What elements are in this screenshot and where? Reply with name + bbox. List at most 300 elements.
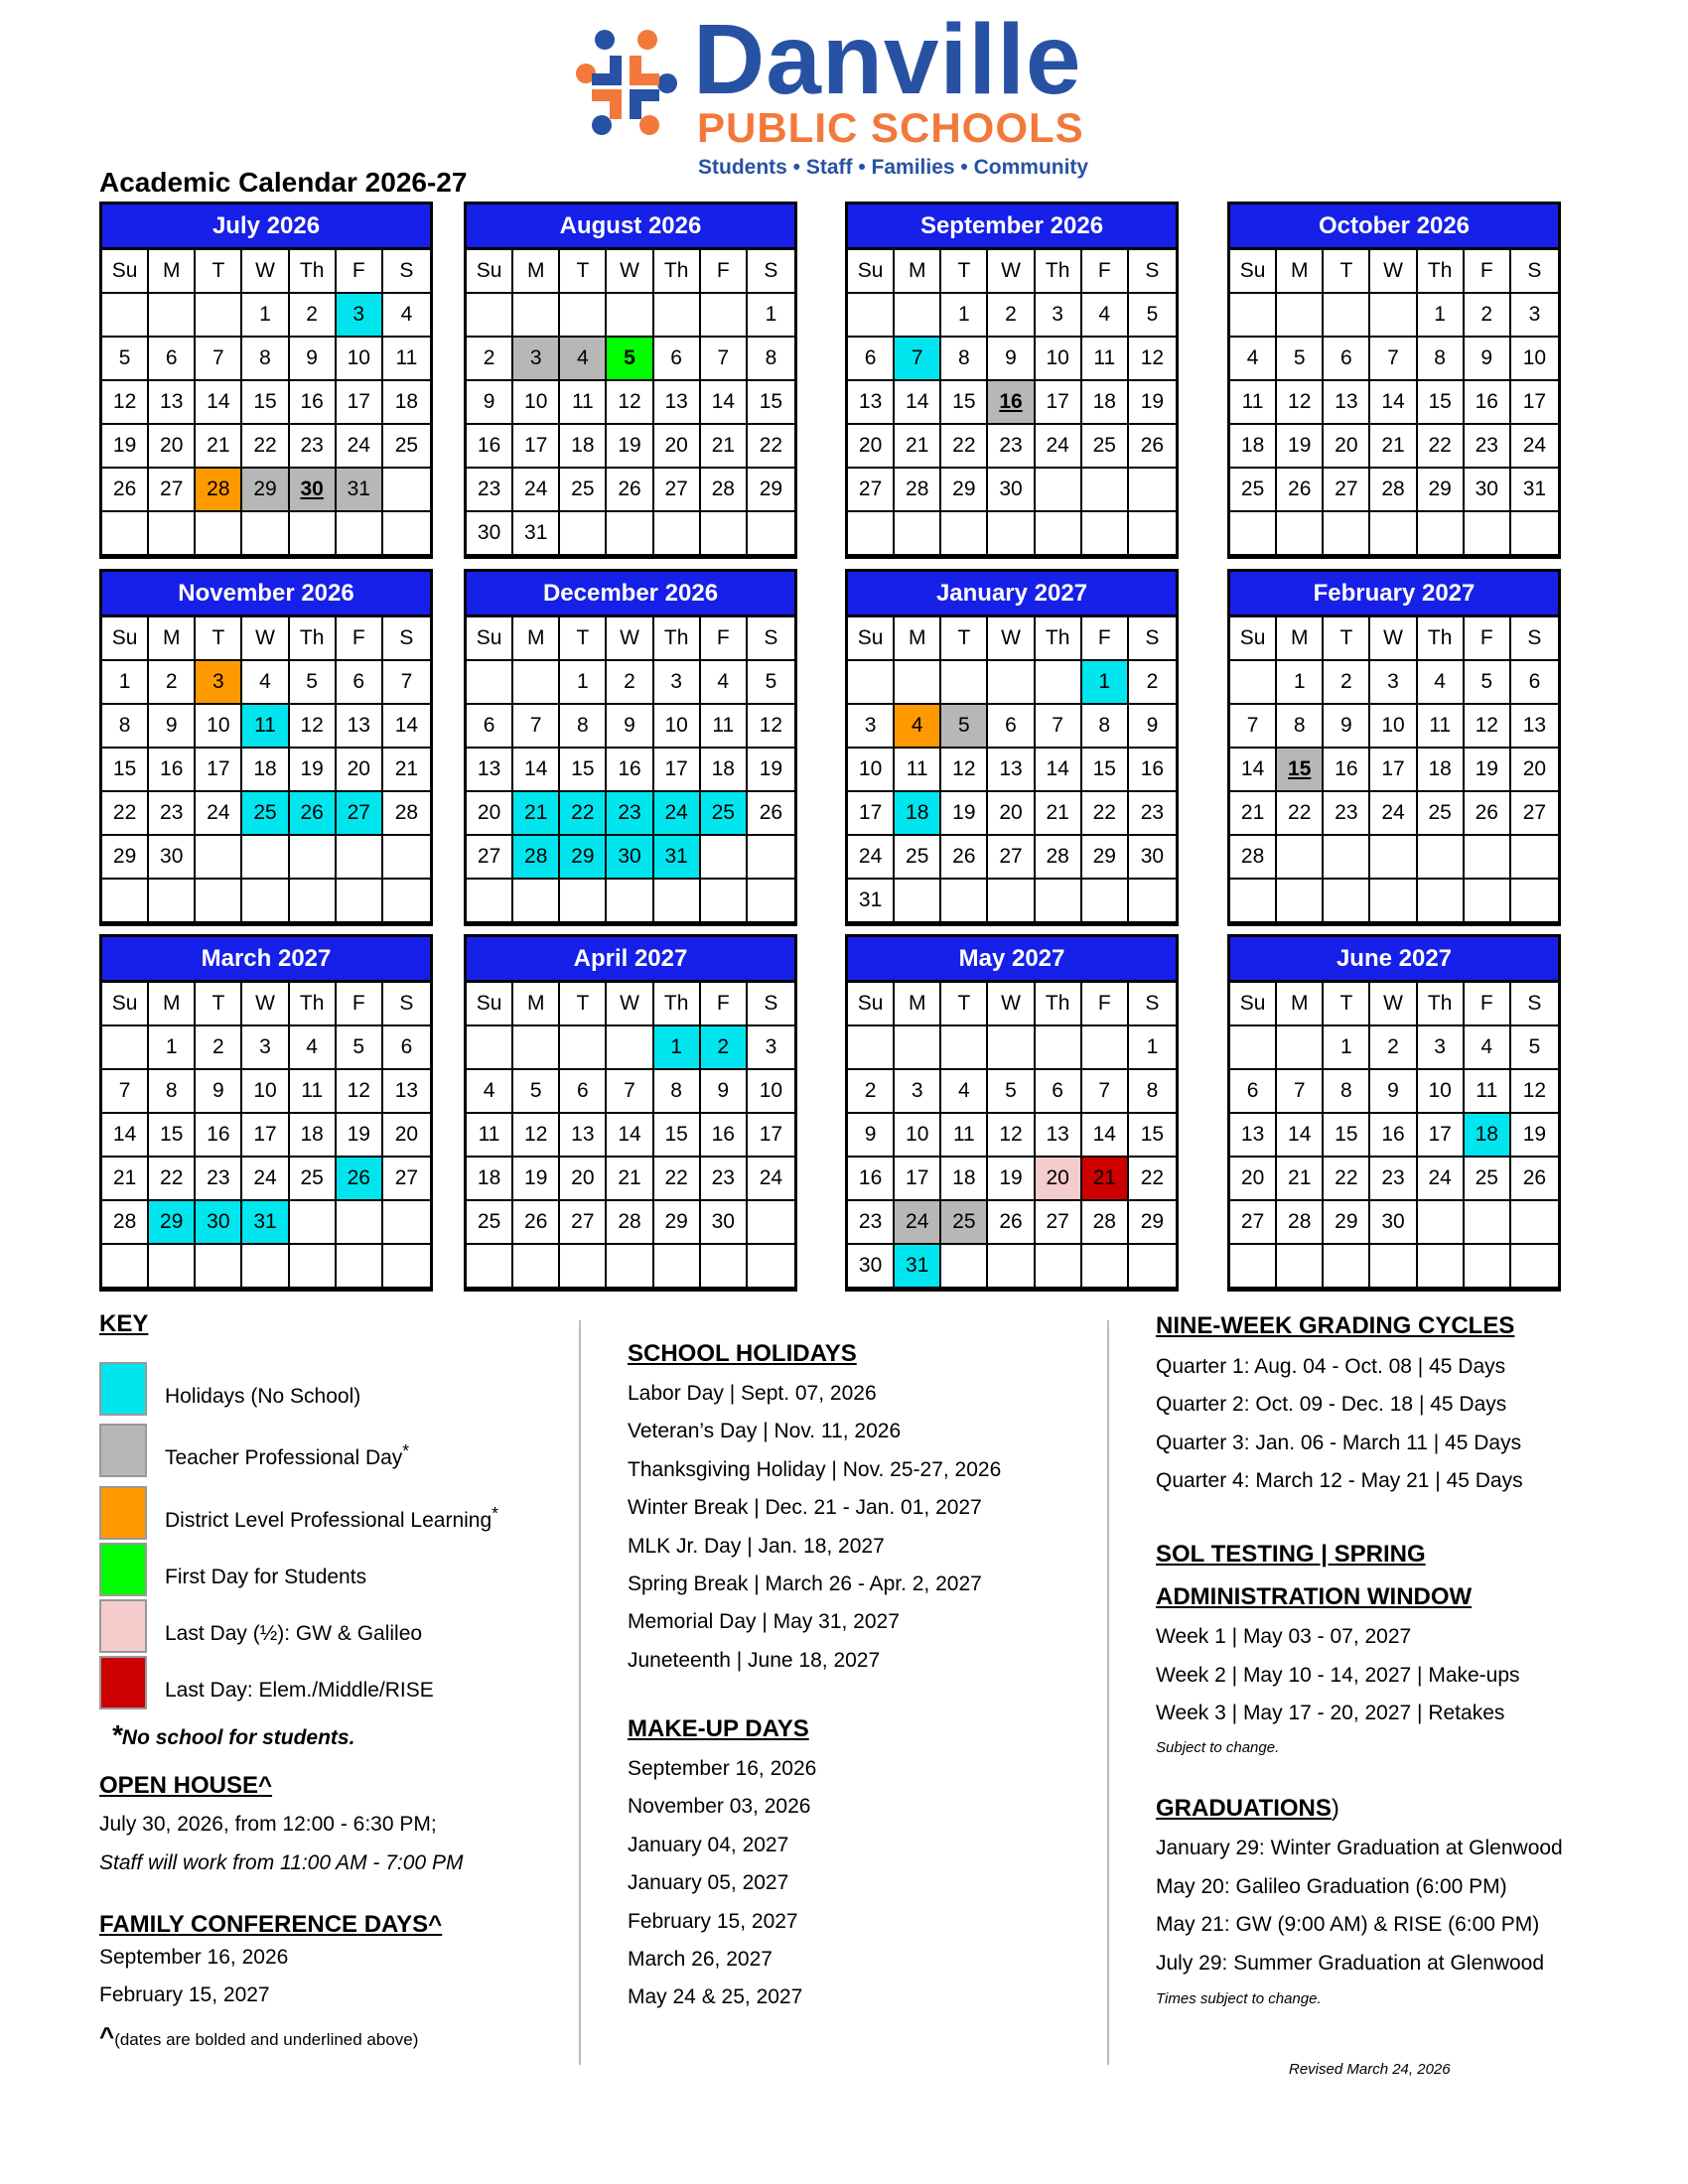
calendar-day: 17	[895, 1158, 941, 1201]
calendar-day: 29	[1324, 1201, 1370, 1245]
school-holiday-item: Veteran’s Day | Nov. 11, 2026	[628, 1420, 902, 1443]
key-label-text: First Day for Students	[165, 1566, 367, 1588]
empty-day	[941, 880, 988, 923]
weekday-label: F	[337, 617, 383, 661]
empty-day	[1511, 1245, 1558, 1289]
calendar-day: 9	[290, 338, 337, 381]
calendar-day: 16	[988, 381, 1035, 425]
empty-day	[1129, 1245, 1176, 1289]
month-calendar	[99, 202, 433, 559]
key-swatch	[99, 1656, 147, 1709]
empty-day	[607, 1026, 653, 1070]
calendar-day: 1	[748, 294, 794, 338]
calendar-day: 15	[941, 381, 988, 425]
calendar-day: 2	[290, 294, 337, 338]
empty-day	[1465, 880, 1511, 923]
empty-day	[1082, 512, 1129, 556]
month-calendar	[1227, 202, 1561, 559]
key-label	[165, 1560, 366, 1589]
calendar-day: 21	[1277, 1158, 1324, 1201]
empty-day	[102, 1245, 149, 1289]
empty-day	[149, 1245, 196, 1289]
empty-day	[1511, 836, 1558, 880]
calendar-day: 20	[848, 425, 895, 469]
empty-day	[467, 880, 513, 923]
weekday-label: W	[1370, 983, 1417, 1026]
calendar-day: 30	[701, 1201, 748, 1245]
empty-day	[290, 512, 337, 556]
calendar-day: 24	[848, 836, 895, 880]
weekday-label: F	[1465, 250, 1511, 294]
calendar-day: 16	[1370, 1114, 1417, 1158]
calendar-day: 5	[102, 338, 149, 381]
calendar-day: 19	[1511, 1114, 1558, 1158]
weekday-label: M	[149, 617, 196, 661]
school-holiday-item: MLK Jr. Day | Jan. 18, 2027	[628, 1534, 885, 1558]
calendar-day: 11	[242, 705, 289, 749]
month-grid	[467, 250, 794, 556]
calendar-day: 4	[701, 661, 748, 705]
empty-day	[1370, 294, 1417, 338]
empty-day	[1465, 1201, 1511, 1245]
weekday-label: Th	[1036, 983, 1082, 1026]
calendar-day: 17	[242, 1114, 289, 1158]
calendar-day: 6	[1036, 1070, 1082, 1114]
calendar-day: 1	[149, 1026, 196, 1070]
weekday-label: Su	[102, 250, 149, 294]
empty-day	[848, 1026, 895, 1070]
calendar-day: 1	[1082, 661, 1129, 705]
logo-title: Danville	[693, 4, 1082, 115]
key-label	[165, 1503, 498, 1533]
calendar-day: 6	[149, 338, 196, 381]
calendar-day: 4	[941, 1070, 988, 1114]
empty-day	[467, 294, 513, 338]
empty-day	[848, 512, 895, 556]
empty-day	[1277, 1245, 1324, 1289]
calendar-day: 9	[1129, 705, 1176, 749]
calendar-day: 6	[467, 705, 513, 749]
calendar-day: 21	[102, 1158, 149, 1201]
calendar-day: 16	[1129, 749, 1176, 792]
calendar-day: 2	[701, 1026, 748, 1070]
weekday-label: T	[560, 250, 607, 294]
calendar-day: 20	[149, 425, 196, 469]
calendar-day: 14	[701, 381, 748, 425]
calendar-day: 12	[941, 749, 988, 792]
calendar-day: 20	[560, 1158, 607, 1201]
weekday-label: Th	[1036, 617, 1082, 661]
month-grid	[1230, 617, 1558, 923]
calendar-day: 7	[1370, 338, 1417, 381]
key-swatch	[99, 1599, 147, 1653]
calendar-day: 5	[607, 338, 653, 381]
calendar-day: 27	[988, 836, 1035, 880]
weekday-label: M	[513, 250, 560, 294]
calendar-day: 14	[383, 705, 430, 749]
month-grid	[848, 250, 1176, 556]
month-calendar	[464, 569, 797, 926]
calendar-day: 26	[1129, 425, 1176, 469]
calendar-day: 21	[1082, 1158, 1129, 1201]
calendar-day: 27	[383, 1158, 430, 1201]
calendar-day: 11	[895, 749, 941, 792]
empty-day	[1230, 1245, 1277, 1289]
calendar-day: 10	[1418, 1070, 1465, 1114]
weekday-label: M	[149, 983, 196, 1026]
open-house-heading: OPEN HOUSE^	[99, 1772, 273, 1799]
calendar-day: 18	[895, 792, 941, 836]
school-holiday-item: Juneteenth | June 18, 2027	[628, 1648, 881, 1672]
calendar-day: 7	[102, 1070, 149, 1114]
weekday-label: W	[607, 250, 653, 294]
calendar-day: 21	[895, 425, 941, 469]
calendar-day: 28	[701, 469, 748, 512]
logo-mark-icon	[570, 26, 679, 140]
calendar-day: 18	[1418, 749, 1465, 792]
calendar-day: 26	[1277, 469, 1324, 512]
weekday-label: W	[1370, 250, 1417, 294]
month-calendar	[845, 202, 1179, 559]
month-title: May 2027	[848, 937, 1176, 983]
empty-day	[748, 1245, 794, 1289]
calendar-day: 25	[560, 469, 607, 512]
calendar-day: 28	[895, 469, 941, 512]
calendar-day: 4	[242, 661, 289, 705]
weekday-label: W	[988, 617, 1035, 661]
column-divider	[1107, 1320, 1109, 2065]
calendar-day: 20	[467, 792, 513, 836]
calendar-day: 10	[895, 1114, 941, 1158]
calendar-day: 17	[196, 749, 242, 792]
calendar-day: 16	[149, 749, 196, 792]
calendar-day: 22	[941, 425, 988, 469]
weekday-label: F	[701, 983, 748, 1026]
weekday-label: M	[1277, 983, 1324, 1026]
empty-day	[1370, 836, 1417, 880]
calendar-day: 13	[1511, 705, 1558, 749]
calendar-day: 15	[149, 1114, 196, 1158]
calendar-day: 10	[654, 705, 701, 749]
calendar-day: 14	[1082, 1114, 1129, 1158]
month-grid	[467, 617, 794, 923]
empty-day	[242, 512, 289, 556]
weekday-label: S	[1511, 250, 1558, 294]
weekday-label: M	[1277, 617, 1324, 661]
graduation-item: January 29: Winter Graduation at Glenwood	[1156, 1837, 1563, 1859]
family-conference-date: February 15, 2027	[99, 1983, 270, 2006]
sol-week-item: Week 2 | May 10 - 14, 2027 | Make-ups	[1156, 1663, 1520, 1687]
month-calendar	[1227, 934, 1561, 1292]
calendar-day: 13	[560, 1114, 607, 1158]
calendar-day: 16	[467, 425, 513, 469]
empty-day	[1418, 836, 1465, 880]
logo-subtitle: PUBLIC SCHOOLS	[697, 104, 1084, 151]
weekday-label: Th	[1418, 617, 1465, 661]
empty-day	[1036, 469, 1082, 512]
calendar-day: 16	[290, 381, 337, 425]
month-title: August 2026	[467, 205, 794, 250]
calendar-day: 9	[149, 705, 196, 749]
empty-day	[1082, 1245, 1129, 1289]
column-divider	[579, 1320, 581, 2065]
empty-day	[748, 512, 794, 556]
weekday-label: M	[513, 983, 560, 1026]
empty-day	[654, 880, 701, 923]
weekday-label: T	[196, 983, 242, 1026]
calendar-day: 17	[337, 381, 383, 425]
calendar-day: 8	[748, 338, 794, 381]
calendar-day: 17	[513, 425, 560, 469]
key-label	[165, 1440, 409, 1470]
calendar-day: 5	[1465, 661, 1511, 705]
calendar-day: 11	[1418, 705, 1465, 749]
empty-day	[701, 880, 748, 923]
empty-day	[607, 512, 653, 556]
empty-day	[701, 836, 748, 880]
graduation-item: May 20: Galileo Graduation (6:00 PM)	[1156, 1874, 1507, 1898]
calendar-day: 22	[242, 425, 289, 469]
empty-day	[988, 1026, 1035, 1070]
calendar-day: 30	[1129, 836, 1176, 880]
calendar-day: 1	[1277, 661, 1324, 705]
calendar-day: 10	[848, 749, 895, 792]
calendar-day: 22	[654, 1158, 701, 1201]
weekday-label: T	[941, 617, 988, 661]
month-title: July 2026	[102, 205, 430, 250]
key-label-text: District Level Professional Learning	[165, 1509, 492, 1532]
month-title: November 2026	[102, 572, 430, 617]
weekday-label: W	[242, 617, 289, 661]
weekday-label: F	[701, 250, 748, 294]
calendar-day: 26	[988, 1201, 1035, 1245]
empty-day	[337, 512, 383, 556]
calendar-day: 18	[383, 381, 430, 425]
weekday-label: Su	[848, 983, 895, 1026]
school-holiday-item: Labor Day | Sept. 07, 2026	[628, 1382, 877, 1405]
empty-day	[102, 512, 149, 556]
makeup-day-item: March 26, 2027	[628, 1948, 773, 1971]
calendar-day: 19	[607, 425, 653, 469]
calendar-day: 12	[1465, 705, 1511, 749]
calendar-day: 24	[337, 425, 383, 469]
calendar-day: 31	[513, 512, 560, 556]
calendar-day: 6	[1511, 661, 1558, 705]
month-calendar	[845, 569, 1179, 926]
calendar-day: 14	[607, 1114, 653, 1158]
calendar-day: 11	[383, 338, 430, 381]
empty-day	[701, 1245, 748, 1289]
calendar-day: 18	[1082, 381, 1129, 425]
calendar-day: 18	[1230, 425, 1277, 469]
calendar-day: 28	[1277, 1201, 1324, 1245]
key-label	[165, 1673, 434, 1703]
calendar-day: 5	[988, 1070, 1035, 1114]
calendar-day: 12	[337, 1070, 383, 1114]
calendar-day: 5	[513, 1070, 560, 1114]
calendar-day: 23	[196, 1158, 242, 1201]
month-title: December 2026	[467, 572, 794, 617]
weekday-label: S	[748, 250, 794, 294]
empty-day	[290, 1245, 337, 1289]
calendar-day: 24	[196, 792, 242, 836]
calendar-day: 2	[467, 338, 513, 381]
empty-day	[337, 1201, 383, 1245]
key-label-star: *	[402, 1440, 410, 1460]
empty-day	[149, 512, 196, 556]
calendar-day: 1	[560, 661, 607, 705]
empty-day	[149, 880, 196, 923]
calendar-day: 19	[290, 749, 337, 792]
empty-day	[560, 1245, 607, 1289]
calendar-day: 15	[102, 749, 149, 792]
weekday-label: Th	[654, 983, 701, 1026]
calendar-day: 28	[607, 1201, 653, 1245]
empty-day	[383, 880, 430, 923]
calendar-day: 24	[242, 1158, 289, 1201]
calendar-day: 23	[467, 469, 513, 512]
month-title: March 2027	[102, 937, 430, 983]
empty-day	[102, 880, 149, 923]
calendar-day: 18	[941, 1158, 988, 1201]
calendar-day: 14	[513, 749, 560, 792]
calendar-day: 30	[290, 469, 337, 512]
calendar-day: 11	[1465, 1070, 1511, 1114]
school-holiday-item: Spring Break | March 26 - Apr. 2, 2027	[628, 1572, 982, 1595]
month-grid	[848, 983, 1176, 1289]
calendar-day: 24	[654, 792, 701, 836]
empty-day	[1082, 880, 1129, 923]
calendar-day: 10	[748, 1070, 794, 1114]
weekday-label: Su	[467, 983, 513, 1026]
calendar-day: 1	[654, 1026, 701, 1070]
calendar-day: 9	[701, 1070, 748, 1114]
calendar-day: 15	[1082, 749, 1129, 792]
empty-day	[1370, 1245, 1417, 1289]
weekday-label: F	[1465, 983, 1511, 1026]
empty-day	[748, 836, 794, 880]
empty-day	[242, 836, 289, 880]
calendar-day: 8	[1277, 705, 1324, 749]
empty-day	[1129, 880, 1176, 923]
month-calendar	[1227, 569, 1561, 926]
calendar-day: 19	[748, 749, 794, 792]
empty-day	[1082, 1026, 1129, 1070]
calendar-day: 14	[1370, 381, 1417, 425]
sol-week-item: Week 3 | May 17 - 20, 2027 | Retakes	[1156, 1702, 1505, 1724]
calendar-day: 3	[1418, 1026, 1465, 1070]
calendar-day: 21	[1230, 792, 1277, 836]
calendar-day: 12	[1277, 381, 1324, 425]
calendar-day: 19	[1277, 425, 1324, 469]
empty-day	[560, 512, 607, 556]
weekday-label: Su	[1230, 250, 1277, 294]
calendar-day: 20	[988, 792, 1035, 836]
calendar-day: 25	[1082, 425, 1129, 469]
month-title: February 2027	[1230, 572, 1558, 617]
calendar-day: 26	[337, 1158, 383, 1201]
weekday-label: M	[149, 250, 196, 294]
grading-heading: NINE-WEEK GRADING CYCLES	[1156, 1312, 1515, 1339]
calendar-day: 26	[1465, 792, 1511, 836]
empty-day	[1324, 512, 1370, 556]
calendar-day: 14	[1230, 749, 1277, 792]
calendar-day: 28	[1230, 836, 1277, 880]
calendar-day: 14	[196, 381, 242, 425]
month-calendar	[464, 934, 797, 1292]
calendar-day: 6	[383, 1026, 430, 1070]
calendar-day: 8	[560, 705, 607, 749]
calendar-day: 11	[560, 381, 607, 425]
month-grid	[467, 983, 794, 1289]
calendar-day: 4	[1230, 338, 1277, 381]
family-conference-heading: FAMILY CONFERENCE DAYS^	[99, 1911, 443, 1938]
key-label	[165, 1379, 360, 1409]
calendar-day: 10	[513, 381, 560, 425]
key-note-star: *	[111, 1719, 122, 1750]
calendar-day: 24	[1370, 792, 1417, 836]
calendar-day: 8	[1418, 338, 1465, 381]
calendar-day: 4	[1082, 294, 1129, 338]
calendar-day: 9	[467, 381, 513, 425]
calendar-day: 8	[1324, 1070, 1370, 1114]
calendar-day: 8	[941, 338, 988, 381]
calendar-day: 20	[1036, 1158, 1082, 1201]
calendar-day: 15	[1129, 1114, 1176, 1158]
weekday-label: F	[1082, 250, 1129, 294]
calendar-day: 21	[607, 1158, 653, 1201]
calendar-day: 9	[848, 1114, 895, 1158]
empty-day	[383, 469, 430, 512]
empty-day	[1324, 880, 1370, 923]
makeup-days-heading: MAKE-UP DAYS	[628, 1715, 809, 1742]
calendar-day: 10	[1511, 338, 1558, 381]
calendar-day: 6	[1230, 1070, 1277, 1114]
key-note-text: No school for students.	[121, 1726, 355, 1749]
calendar-day: 18	[560, 425, 607, 469]
weekday-label: W	[242, 983, 289, 1026]
calendar-day: 25	[895, 836, 941, 880]
empty-day	[290, 880, 337, 923]
empty-day	[654, 294, 701, 338]
empty-day	[1277, 880, 1324, 923]
calendar-day: 21	[701, 425, 748, 469]
calendar-day: 20	[654, 425, 701, 469]
calendar-day: 22	[1418, 425, 1465, 469]
calendar-day: 10	[196, 705, 242, 749]
calendar-day: 11	[1082, 338, 1129, 381]
calendar-day: 26	[607, 469, 653, 512]
empty-day	[895, 294, 941, 338]
empty-day	[1277, 1026, 1324, 1070]
sol-week-item: Week 1 | May 03 - 07, 2027	[1156, 1625, 1412, 1648]
calendar-day: 12	[1129, 338, 1176, 381]
empty-day	[1418, 1245, 1465, 1289]
empty-day	[196, 294, 242, 338]
calendar-day: 28	[1370, 469, 1417, 512]
calendar-day: 30	[988, 469, 1035, 512]
calendar-day: 7	[1082, 1070, 1129, 1114]
calendar-day: 18	[701, 749, 748, 792]
calendar-day: 17	[1036, 381, 1082, 425]
calendar-day: 25	[290, 1158, 337, 1201]
calendar-day: 25	[242, 792, 289, 836]
calendar-day: 27	[654, 469, 701, 512]
key-swatch	[99, 1424, 147, 1477]
calendar-day: 2	[848, 1070, 895, 1114]
empty-day	[337, 1245, 383, 1289]
calendar-day: 31	[337, 469, 383, 512]
